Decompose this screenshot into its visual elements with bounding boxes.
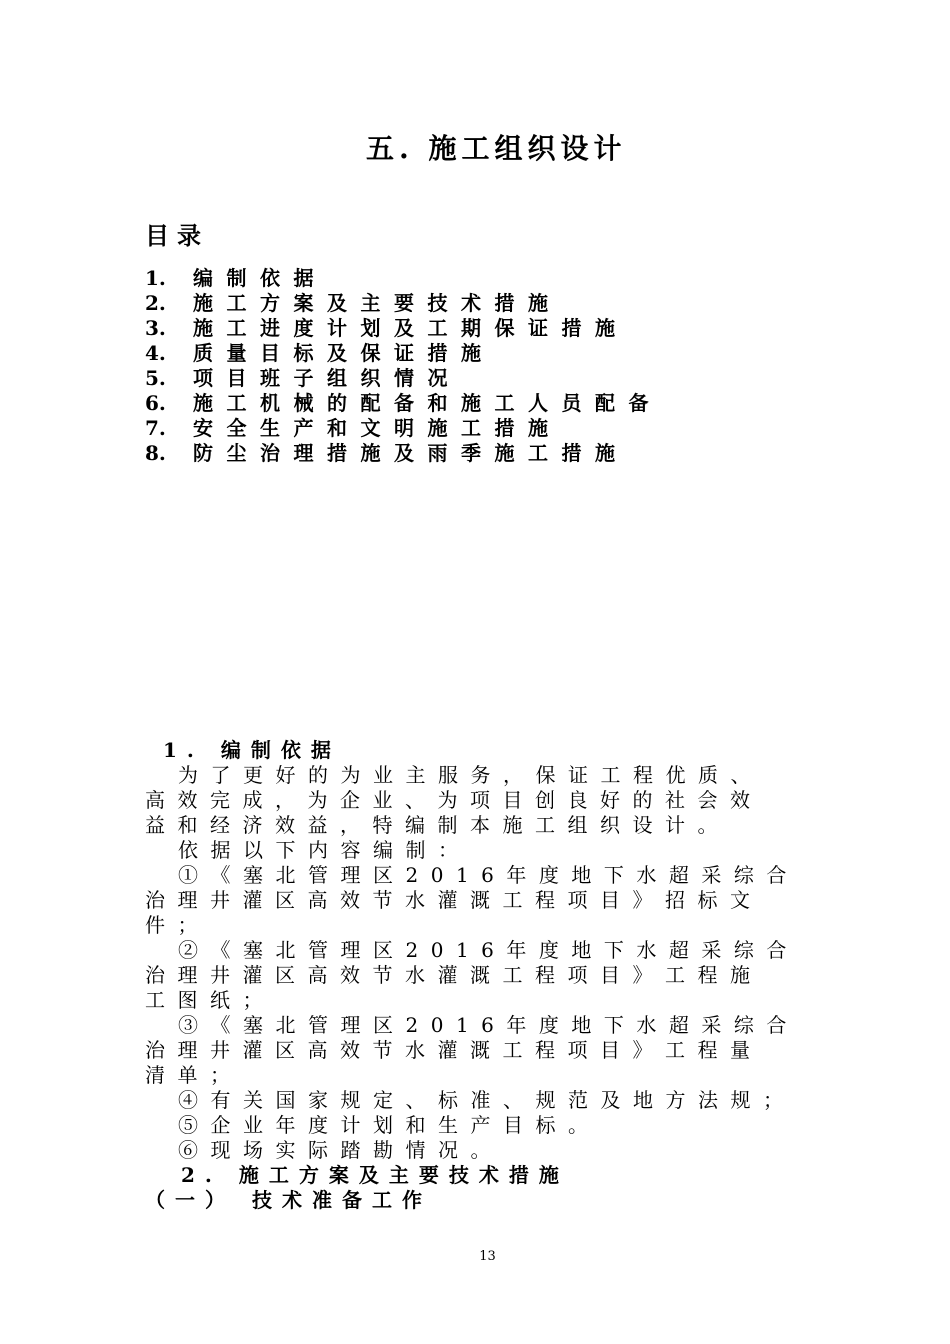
paragraph-line: ④有关国家规定、标准、规范及地方法规； xyxy=(178,1088,796,1112)
toc-item-text: 质量目标及保证措施 xyxy=(193,341,495,365)
paragraph-line: 件； xyxy=(145,913,210,937)
body-text xyxy=(145,738,805,1213)
page-number: 13 xyxy=(479,1249,496,1264)
paragraph-line: ②《塞北管理区2016年度地下水超采综合 xyxy=(178,938,799,962)
paragraph-line: 益和经济效益，特编制本施工组织设计。 xyxy=(145,813,730,837)
toc-item-number: 1. xyxy=(145,266,166,290)
toc-item-number: 3. xyxy=(145,316,166,340)
toc-item-number: 4. xyxy=(145,341,166,365)
toc-item xyxy=(145,391,662,416)
toc-item xyxy=(145,341,662,366)
paragraph-line: 治理井灌区高效节水灌溉工程项目》招标文 xyxy=(145,888,763,912)
toc-item xyxy=(145,266,662,291)
page-title: 五. 施工组织设计 xyxy=(366,132,627,165)
paragraph-line: 为了更好的为业主服务，保证工程优质、 xyxy=(178,763,763,787)
subsection-heading: （一） 技术准备工作 xyxy=(145,1188,432,1212)
toc-item-text: 项目班子组织情况 xyxy=(193,366,461,390)
toc-item-number: 2. xyxy=(145,291,166,315)
toc-heading: 目录 xyxy=(145,221,209,250)
toc-item xyxy=(145,416,662,441)
toc-item xyxy=(145,441,662,466)
toc-item-number: 8. xyxy=(145,441,166,465)
paragraph-line: 清单； xyxy=(145,1063,243,1087)
toc-item-text: 施工方案及主要技术措施 xyxy=(193,291,562,315)
paragraph-line: ⑤企业年度计划和生产目标。 xyxy=(178,1113,601,1137)
toc-item-number: 5. xyxy=(145,366,166,390)
section-heading: 1. 编制依据 xyxy=(163,738,341,762)
paragraph-line: ③《塞北管理区2016年度地下水超采综合 xyxy=(178,1013,799,1037)
table-of-contents xyxy=(145,266,662,466)
toc-item-number: 7. xyxy=(145,416,166,440)
toc-item-text: 防尘治理措施及雨季施工措施 xyxy=(193,441,629,465)
section-heading: 2. 施工方案及主要技术措施 xyxy=(181,1163,569,1187)
toc-item xyxy=(145,291,662,316)
paragraph-line: ⑥现场实际踏勘情况。 xyxy=(178,1138,503,1162)
paragraph-line: 治理井灌区高效节水灌溉工程项目》工程量 xyxy=(145,1038,763,1062)
toc-item-text: 施工进度计划及工期保证措施 xyxy=(193,316,629,340)
toc-item-text: 安全生产和文明施工措施 xyxy=(193,416,562,440)
paragraph-line: 依据以下内容编制： xyxy=(178,838,471,862)
paragraph-line: ①《塞北管理区2016年度地下水超采综合 xyxy=(178,863,799,887)
paragraph-line: 工图纸； xyxy=(145,988,275,1012)
toc-item xyxy=(145,366,662,391)
paragraph-line: 高效完成，为企业、为项目创良好的社会效 xyxy=(145,788,763,812)
toc-item xyxy=(145,316,662,341)
paragraph-line: 治理井灌区高效节水灌溉工程项目》工程施 xyxy=(145,963,763,987)
toc-item-text: 编制依据 xyxy=(193,266,327,290)
toc-item-number: 6. xyxy=(145,391,166,415)
toc-item-text: 施工机械的配备和施工人员配备 xyxy=(193,391,662,415)
